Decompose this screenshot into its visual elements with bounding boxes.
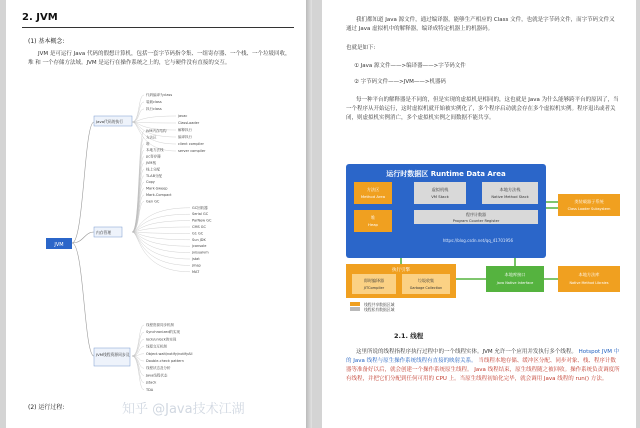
- document-page-left: [6, 0, 306, 428]
- mindmap-branch-threads: [94, 348, 130, 366]
- svg-text:Java Native Interface: Java Native Interface: [496, 281, 534, 285]
- mindmap-leaf: Mark-Compact: [146, 193, 172, 197]
- mindmap-leaf: Serial GC: [192, 212, 209, 217]
- mindmap-leaf: javac: [178, 114, 188, 118]
- mindmap-leaf: TLAB分配: [146, 173, 162, 178]
- paragraph-as-follows: 也就是如下:: [346, 45, 376, 51]
- mindmap-leaf: 线程交互机制: [146, 344, 167, 349]
- section-run-process: (2) 运行过程:: [28, 404, 65, 411]
- mindmap-connector: [132, 232, 190, 272]
- page-gutter: [306, 0, 312, 428]
- mindmap-connector: [132, 232, 190, 253]
- svg-text:运行时数据区 Runtime Data Area: 运行时数据区 Runtime Data Area: [386, 170, 506, 178]
- mindmap-leaf: jstat: [192, 257, 200, 261]
- mindmap-leaf: 线程状态及分析: [146, 366, 171, 371]
- mindmap-leaf: lock/unlock的实现: [146, 337, 177, 342]
- svg-text:VM Stack: VM Stack: [431, 194, 449, 199]
- mindmap-leaf: GC回收器: [192, 205, 208, 210]
- mindmap-leaf: Synchronized的实现: [146, 330, 181, 335]
- mindmap-leaf: TDA: [146, 387, 154, 392]
- jni-box: [486, 266, 544, 292]
- mindmap-leaf: Gen GC: [146, 199, 160, 204]
- section-basic-concept: (1) 基本概念:: [28, 38, 65, 45]
- mindmap-leaf: jstack: [146, 380, 157, 385]
- mindmap-connector: [132, 116, 176, 122]
- svg-text:垃圾收集: 垃圾收集: [418, 278, 434, 283]
- svg-text:虚拟机栈: 虚拟机栈: [431, 187, 449, 192]
- jvm-mindmap: [6, 0, 306, 428]
- svg-text:即时编译器: 即时编译器: [364, 278, 384, 283]
- svg-text:执行引擎: 执行引擎: [392, 268, 410, 273]
- svg-text:本地方法栈: 本地方法栈: [499, 187, 521, 192]
- mindmap-leaf: client compiler: [178, 142, 204, 146]
- mindmap-leaf: ClassLoader: [178, 121, 200, 125]
- mindmap-connector: [132, 122, 176, 123]
- method-area-box: [354, 182, 392, 204]
- svg-text:本地库接口: 本地库接口: [504, 272, 526, 277]
- svg-text:线程私有数据区域: 线程私有数据区域: [364, 307, 395, 312]
- intro-paragraph: JVM 是可运行 Java 代码的假想计算机，包括一套字节码指令集、一组寄存器、一个栈、一个垃圾回收，堆 和 一个存储方法域。JVM 是运行在操作系统之上的，它与硬件没有直接的交互。: [28, 51, 291, 66]
- step-bytecode-to-machine: ② 字节码文件——>JVM——>机器码: [354, 79, 447, 85]
- svg-text:方法区: 方法区: [366, 187, 380, 192]
- mindmap-root-label: JVM: [54, 242, 64, 248]
- native-lib-box: [558, 266, 620, 292]
- mindmap-leaf: pc寄存器: [146, 154, 161, 159]
- paragraph-platform: 每一种平台的解释器是不同的，但是实现的虚拟机是相同的，这也就是 Java 为什么能够跨平台的原因了，当一个程序从开始运行，这时虚拟机就开始被实例化了，多个程序启动就会存在多个虚拟机实例。程序退出或者关闭，则虚拟机实例消亡，多个虚拟机实例之间数据不能共享。: [346, 97, 619, 121]
- svg-text:Heap: Heap: [368, 222, 378, 227]
- svg-text:Program Counter Register: Program Counter Register: [452, 219, 500, 223]
- mindmap-connector: [132, 232, 190, 233]
- zhihu-watermark: 知乎 @Java技术江湖: [122, 402, 245, 417]
- mindmap-leaf: JVM栈: [146, 161, 156, 165]
- mindmap-leaf: 代码编译为class: [146, 93, 173, 97]
- paragraph-compile: 我们都知道 Java 源文件，通过编译器，能够生产相应的 Class 文件，也就是字节码文件，而字节码文件又通过 Java 虚拟机中的解释器，编译成特定机器上的机器码。: [346, 17, 615, 32]
- mindmap-leaf: JVM内存结构: [146, 129, 167, 133]
- mindmap-leaf: ParNew GC: [192, 218, 212, 223]
- svg-text:https://blog.csdn.net/qq_41701: https://blog.csdn.net/qq_41701956: [442, 238, 514, 243]
- step-source-to-bytecode: ① Java 源文件——>编译器——>字节码文件: [354, 63, 466, 69]
- mindmap-connector: [132, 227, 190, 232]
- mindmap-connector: [132, 356, 144, 390]
- svg-text:类装载器子系统: 类装载器子系统: [574, 199, 604, 204]
- thread-text-a: 这里所说的线程指程序执行过程中的一个线程实体。JVM 允许一个应用并发执行多个线程。: [356, 349, 577, 355]
- mindmap-leaf: jmap: [192, 263, 201, 268]
- mindmap-connector: [132, 232, 190, 265]
- svg-text:Garbage Collection: Garbage Collection: [409, 286, 443, 290]
- svg-text:Native Method Libraies: Native Method Libraies: [569, 281, 609, 285]
- svg-text:本地方法库: 本地方法库: [578, 272, 600, 277]
- svg-text:Method Area: Method Area: [360, 194, 386, 199]
- svg-text:Native Method Stack: Native Method Stack: [491, 195, 529, 199]
- thread-text-c: 当线程本地存储、缓冲区分配、同步对象、栈、程序计数器等准备好以后，就会创建一个操作系统原生线程。: [346, 358, 616, 373]
- class-loader-box: [558, 194, 620, 216]
- native-stack-box: [482, 182, 538, 204]
- mindmap-connector: [132, 214, 190, 232]
- mindmap-connector: [132, 109, 144, 122]
- mindmap-leaves: [132, 92, 212, 392]
- mindmap-leaf: 本地方法栈: [146, 148, 164, 153]
- heading-jvm: 2. JVM: [22, 12, 58, 23]
- mindmap-leaf: Java线程状态: [146, 373, 168, 378]
- mindmap-leaf: server compiler: [178, 149, 206, 153]
- mindmap-leaf: 解释执行: [178, 128, 192, 132]
- svg-text:线程共享数据区域: 线程共享数据区域: [364, 302, 395, 307]
- heap-box: [354, 210, 392, 232]
- mindmap-leaf: Mark-Sweep: [146, 186, 168, 191]
- svg-text:Class Loader Subsystem: Class Loader Subsystem: [567, 207, 611, 211]
- mindmap-branch-threads-label: JVM线程资源同步及: [96, 352, 130, 357]
- document-page-right: [322, 0, 636, 428]
- mindmap-connector: [132, 325, 144, 356]
- vm-stack-box: [414, 182, 466, 204]
- section-thread-heading: 2.1. 线程: [394, 332, 424, 340]
- svg-text:堆: 堆: [370, 215, 376, 220]
- svg-text:程序计数器: 程序计数器: [466, 212, 486, 217]
- mindmap-leaf: 线程资源同步机制: [146, 323, 174, 327]
- mindmap-leaf: Copy: [146, 180, 155, 185]
- mindmap-leaf: 装载class: [146, 100, 162, 104]
- mindmap-connector: [132, 208, 190, 232]
- mindmap-leaf: 编译执行: [178, 135, 192, 139]
- mindmap-leaf: Sun JDK: [192, 237, 206, 242]
- mindmap-leaf: 堆: [146, 141, 150, 146]
- mindmap-branch-memory-label: 内存管理: [96, 230, 112, 235]
- paragraph-thread: [346, 348, 620, 384]
- mindmap-leaf: 执行class: [146, 107, 162, 111]
- mindmap-leaf: Double-check pattern: [146, 359, 184, 363]
- runtime-data-area-diagram: [336, 160, 622, 312]
- thread-text-b: Hotspot JVM 中的 Java 线程与原生操作系统线程有直接的映射关系。: [346, 349, 620, 364]
- mindmap-leaf: MAT: [192, 269, 200, 274]
- svg-text:JITCompiler: JITCompiler: [363, 286, 385, 290]
- mindmap-leaf: Object.wait/notify/notifyAll: [146, 351, 193, 356]
- thread-text-d: Java 线程结束，原生线程随之被回收。操作系统负责调度所有线程，并把它们分配到任何可用的 CPU 上。当原生线程初始化完毕，就会调用 Java 线程的 run() 方法。: [346, 367, 620, 382]
- mindmap-leaf: 方法区: [146, 135, 157, 140]
- mindmap-connector: [132, 122, 176, 144]
- mindmap-leaf: CMS GC: [192, 225, 206, 229]
- mindmap-branch-java-exec-label: Java代码的执行: [96, 119, 124, 124]
- mindmap-leaf: 栈上分配: [146, 167, 160, 172]
- mindmap-leaf: jvisualvm: [192, 250, 209, 255]
- mindmap-leaf: G1 GC: [192, 231, 204, 236]
- mindmap-leaf: jconsole: [192, 244, 207, 249]
- mindmap-connector: [132, 95, 144, 122]
